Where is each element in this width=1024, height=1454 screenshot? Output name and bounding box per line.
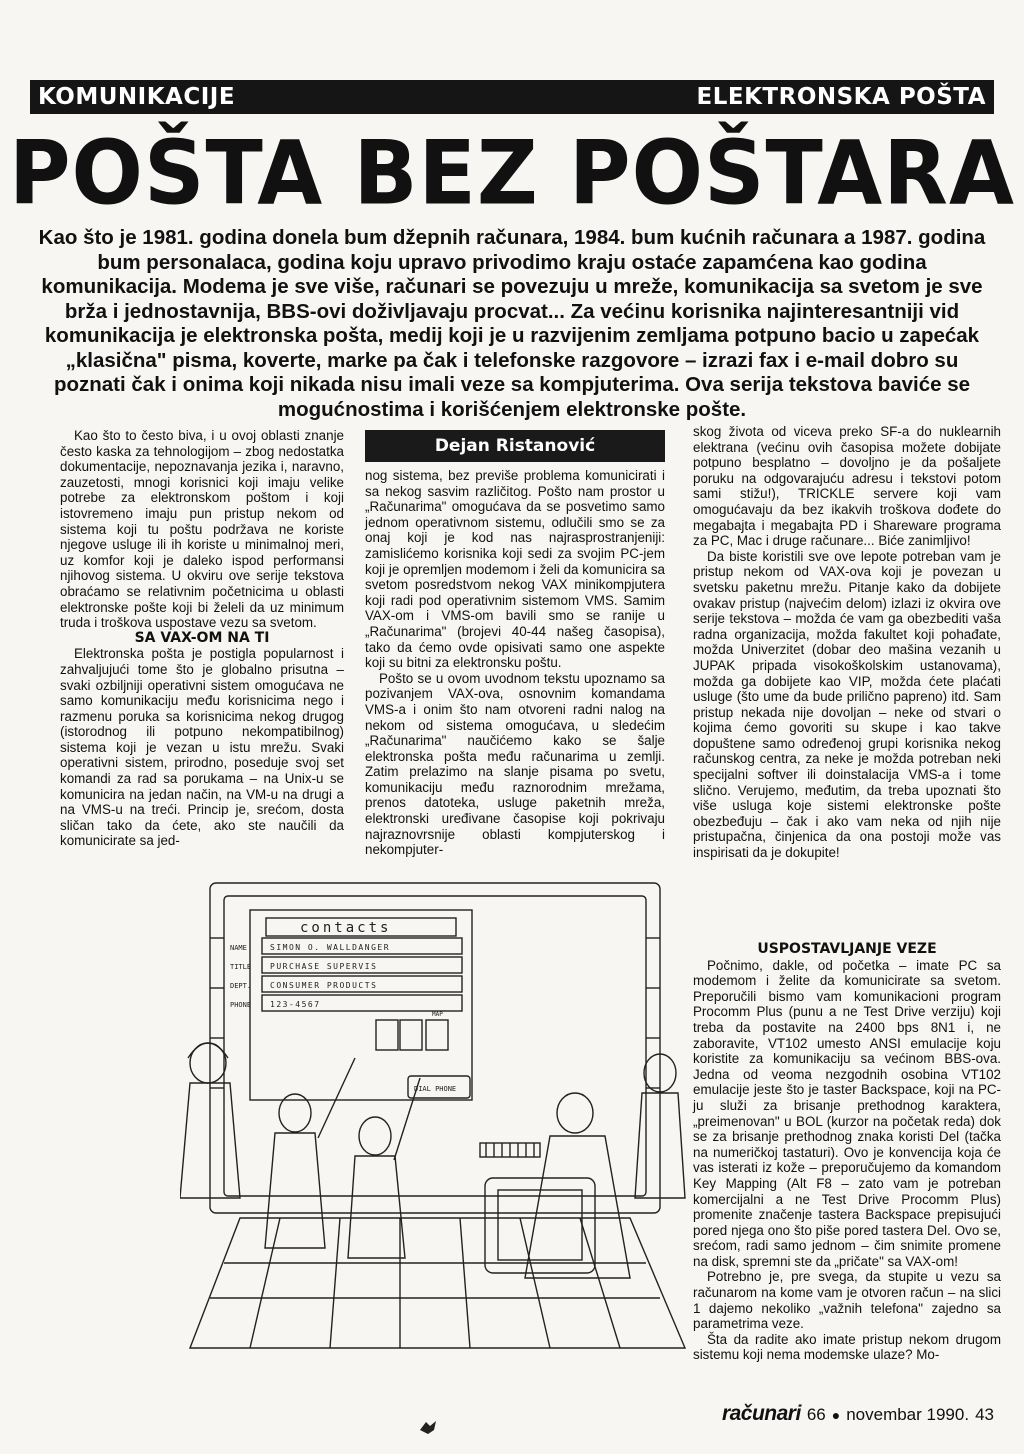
map-label: MAP	[432, 1011, 443, 1018]
topic-label: ELEKTRONSKA POŠTA	[696, 84, 986, 110]
column-1	[60, 428, 344, 849]
field-label: PHONE	[230, 1001, 252, 1009]
bullet-icon: ●	[831, 1407, 841, 1423]
page-footer	[722, 1402, 994, 1426]
issue-number: 66	[806, 1405, 826, 1424]
field-label: NAME	[230, 944, 247, 952]
section-heading: SA VAX-OM NA TI	[134, 629, 270, 646]
field-value: SIMON O. WALLDANGER	[270, 943, 391, 952]
magazine-logo: računari	[721, 1402, 801, 1425]
paragraph: Elektronska pošta je postigla popularnost i zahvaljujući tome što je globalno prisutna – svaki ozbiljniji operativni sistem omogućava ne samo komunikaciju među korisnicima nego i razmenu poruka sa korisnicima nekog drugog (istorodnog ili potpuno nekompatibilnog) sistema koji je vezan u istu mrežu. Svaki operativni sistem, prirodno, poseduje svoj set komandi za rad sa porukama – na Unix-u se komunicira na jedan način, na VM-u na drugi a na VMS-u na treći. Princip je, srećom, dosta sličan tako da ćete, ako ste naučili da komunicirate sa jed-	[60, 646, 344, 849]
section-bar	[30, 80, 994, 114]
section-heading: USPOSTAVLJANJE VEZE	[757, 941, 937, 957]
paragraph: skog života od viceva preko SF-a do nuklearnih elektrana (većinu ovih časopisa možete dobijate potpuno besplatno – dovoljno je da pošaljete poruku na odgovarajuću adresu i tekstovi potom sami stižu!), TRICKLE servere koji vam omogućavaju da bez ikakvih troškova dođete do megabajta i megabajta PD i Shareware programa za PC, Mac i druge računare... Biće zanimljivo!	[693, 424, 1001, 549]
field-value: CONSUMER PRODUCTS	[270, 981, 378, 990]
field-label: TITLE	[230, 963, 252, 971]
paragraph: Da biste koristili sve ove lepote potreban vam je pristup nekom od VAX-ova koji je povezan u svetsku paketnu mrežu. Pitanje kako da dobijete ovakav pristup (najvećim delom) izlazi iz okvira ove serije tekstova – možda će vam ga obezbediti vaša radna organizacija, možda fakultet koji pohađate, možda Univerzitet (dobar deo mašina vezanih u JUPAK pripada visokoškolskim ustanovama), možda ga dobijete kao VIP, možda ćete plaćati usluge (što ume da bude prilično papreno) itd. Sam pristup nekada nije dovoljan – neke od stvari o kojima ćemo govoriti su skupe i kao takve dopuštene samo određenoj grupi korisnika nekog računskog centra, za neke je možda potreban neki specijalni softver ili doinstalacija VMS-a i tome slično. Verujemo, međutim, da treba upoznati što više usluga koje sistemi elektronske pošte obezbeđuju – čak i ako vam neka od njih nije pristupačna, činjenica da ona postoji može vas inspirisati da je dokupite!	[693, 548, 1001, 861]
article-lede: Kao što je 1981. godina donela bum džepnih računara, 1984. bum kućnih računara a 1987. godina bum personalaca, godina koju upravo privodimo kraju ostaće zapamćena kao godina komunikacija. Modema je sve više, računari se povezuju u mreže, komunikacija sa svetom je sve brža i jednostavnija, BBS-ovi doživljavaju procvat... Za većinu korisnika najinteresantniji vid komunikacija je elektronska pošta, medij koji je u razvijenim zemljama potpuno bacio u zapećak „klasična" pisma, koverte, marke pa čak i telefonske razgovore – izrazi fax i e-mail dobro su poznati čak i onima koji nikada nisu imali veze sa kompjuterima. Ova serija tekstova baviće se mogućnostima i korišćenjem elektronske pošte.	[38, 226, 986, 421]
column-3	[693, 424, 1001, 861]
ink-speck-icon	[416, 1418, 440, 1436]
paragraph: Kao što to često biva, i u ovoj oblasti znanje često kaska za tehnologijom – zbog nedostatka dokumentacije, nepoznavanja jezika i, naravno, zauzetosti, mnogi korisnici koji imaju velike potrebe za elektronskom poštom i koji istovremeno imaju pun pristup nekom od sistema koji tu poštu podržava ne koriste njegove usluge ili ih koriste u minimalnoj meri, uz komfor koji je daleko ispod performansi njihovog sistema. U okviru ove serije tekstova obraćamo se relativnim početnicima u oblasti elektronske pošte koji bi želeli da uz minimum truda i troškova uspostave vezu sa svetom.	[60, 428, 344, 631]
paragraph: Šta da radite ako imate pristup nekom drugom sistemu koji nema modemske ulaze? Mo-	[693, 1331, 1001, 1363]
screen-title: contacts	[300, 920, 392, 936]
dial-phone-label: DIAL PHONE	[414, 1085, 457, 1093]
paragraph: Potrebno je, pre svega, da stupite u vezu sa računarom na kome vam je otvoren račun – na slici 1 dajemo nekoliko „važnih telefona" zajedno sa parametrima veze.	[693, 1269, 1001, 1332]
issue-date: novembar 1990.	[846, 1405, 970, 1424]
author-byline: Dejan Ristanović	[365, 430, 665, 462]
paragraph: Pošto se u ovom uvodnom tekstu upoznamo sa pozivanjem VAX-ova, osnovnim komandama VMS-a i onim što nam otvoreni radni nalog na nekom od sistema omogućava, u sledećim „Računarima" naučićemo kako se šalje elektronska pošta među računarima u zemlji. Zatim prelazimo na slanje pisama po svetu, komunikaciju među raznorodnim mrežama, prenos datoteka, usluge paketnih mreža, elektronski uređivane časopise koji pokrivaju najraznovrsnije oblasti kompjuterskog i nekompjuter-	[365, 670, 665, 858]
paragraph: Počnimo, dakle, od početka – imate PC sa modemom i želite da komunicirate sa svetom. Preporučili bismo vam komunikacioni program Procomm Plus (punu a ne Test Drive verziju) koji treba da postavite na 2400 bps 8N1 i, ne zaboravite, VT102 umesto ANSI emulacije koju koristite za komunikaciju sa većinom BBS-ova. Jedna od veoma nezgodnih osobina VT102 emulacije jeste što je taster Backspace, koji na PC-ju služi za brisanje prethodnog karaktera, „preimenovan" u BOL (kurzor na početak reda) dok se za brisanje prethodnog znaka koristi Del (tačka na numeričkoj tastaturi). Ovo je konvencija koja će vas isterati iz kože – preporučujemo da komandom Key Mapping (Alt F8 – zato vam je potreban komercijalni a ne Test Drive Procomm Plus) promenite značenje tastera Backspace prepisujući pored njega ono što piše pored tastera Del. Ovo se, srećom, radi samo jednom – čim snimite promene na disk, spremni ste da „pričate" sa VAX-om!	[693, 957, 1001, 1269]
field-value: 123-4567	[270, 1000, 321, 1009]
field-label: DEPT.	[230, 982, 252, 990]
page-number: 43	[975, 1405, 994, 1424]
field-value: PURCHASE SUPERVIS	[270, 962, 378, 971]
article-title: POŠTA BEZ POŠTARA	[8, 121, 1015, 225]
contacts-screen-illustration	[180, 878, 690, 1378]
section-label: KOMUNIKACIJE	[38, 84, 236, 110]
column-3-lower	[693, 942, 1001, 1363]
paragraph: nog sistema, bez previše problema komunicirati i sa nekog sasvim različitog. Pošto nam prostor u „Računarima" omogućava da se posvetimo samo jednom operativnom sistemu, odlučili smo se za onaj koji je kod nas najrasprostranjeniji: zamislićemo korisnika koji sedi za svojim PC-jem koji je opremljen modemom i želi da komunicira sa svetom posredstvom nekog VAX minikompjutera koji radi pod operativnim sistemom VMS. Samim VAX-om i VMS-om bavili smo se ranije u „Računarima" (brojevi 40-44 našeg časopisa), tako da ćemo ovde opisivati samo one aspekte koji su bitni za elektronsku poštu.	[365, 468, 665, 671]
column-2	[365, 468, 665, 858]
